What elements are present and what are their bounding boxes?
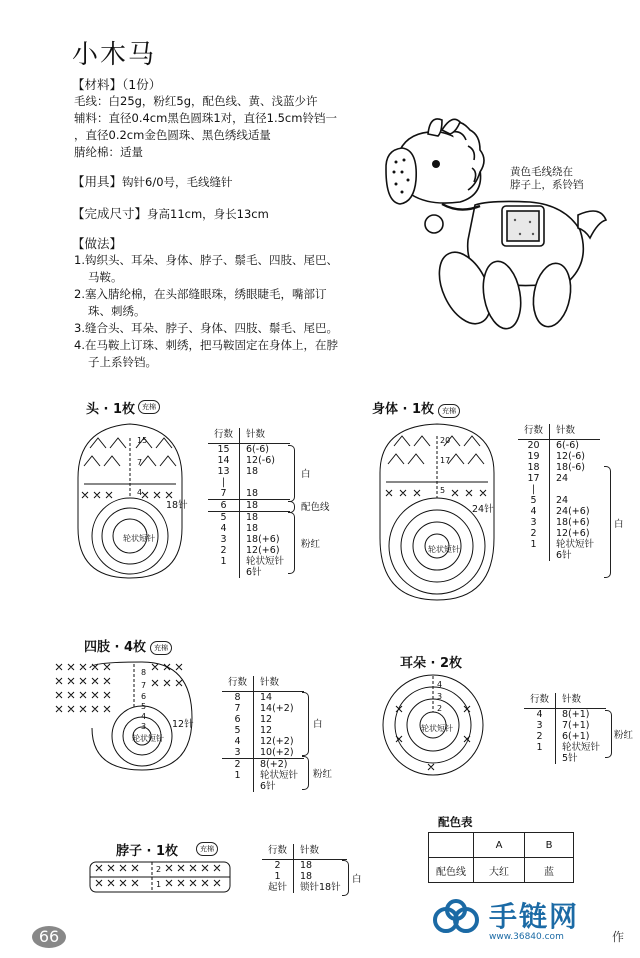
neck-brace-white (342, 860, 349, 896)
body-mark-5: 5 (440, 486, 446, 495)
table-row: 7 (208, 488, 240, 500)
ears-brace-pink (605, 710, 612, 758)
palette-table (428, 832, 574, 883)
limbs-center-label: 轮状短针 (132, 734, 164, 743)
body-mark-20: 20 (440, 436, 451, 445)
table-cell: 12(+6) (556, 528, 590, 539)
table-cell: 18(-6) (556, 462, 585, 473)
table-row: 18 (518, 462, 550, 473)
ears-label: 耳朵 · 2枚 (400, 656, 463, 671)
head-mark-7: 7 (137, 458, 143, 467)
ears-mark-2: 2 (437, 704, 443, 713)
table-row: 7 (222, 703, 254, 714)
palette-corner (429, 833, 474, 858)
neck-label: 脖子 · 1枚 (116, 844, 179, 859)
table-cell: 12(-6) (556, 451, 585, 462)
table-cell: 6针 (246, 567, 262, 578)
method-heading: 【做法】 (72, 236, 123, 251)
table-row: 6 (222, 714, 254, 725)
table-cell: 8(+1) (562, 709, 590, 720)
body-table-header-rows: 行数 (518, 424, 550, 440)
method-line-3: 2.塞入腈纶棉，在头部缝眼珠，绣眼睫毛，嘴部订 (74, 287, 327, 301)
limbs-stuffing-badge: 充棉 (150, 641, 172, 655)
method-line-1: 1.钩织头、耳朵、身体、脖子、鬃毛、四肢、尾巴、 (74, 253, 338, 267)
neck-mark-2: 2 (156, 865, 162, 874)
materials-line-4: 腈纶棉：适量 (74, 145, 143, 159)
palette-title: 配色表 (438, 815, 473, 829)
limbs-label: 四肢 · 4枚 (84, 640, 147, 655)
body-table (518, 424, 600, 561)
table-cell: 6针 (260, 781, 276, 792)
table-cell: 12 (260, 725, 273, 736)
table-cell: 12(+2) (260, 736, 294, 747)
materials-line-1: 毛线：白25g，粉红5g，配色线、黄、浅蓝少许 (74, 94, 318, 108)
tools-row (72, 173, 233, 191)
tools-heading: 【用具】 (72, 174, 123, 189)
materials-heading: 【材料】（1份） (72, 77, 162, 92)
table-cell: 轮状短针 (562, 742, 601, 753)
table-row: 5 (208, 512, 240, 524)
table-row: 起针 (262, 882, 294, 893)
head-mark-15: 15 (137, 436, 148, 445)
materials-line-2: 辅料：直径0.4cm黑色圆珠1对，直径1.5cm铃铛一 (74, 111, 337, 125)
materials-line-3: ，直径0.2cm金色圆珠、黑色绣线适量 (74, 128, 271, 142)
body-brace-white (604, 466, 611, 578)
table-row: 1 (524, 742, 556, 753)
table-cell: 5针 (562, 753, 578, 764)
head-label: 头 · 1枚 (86, 402, 136, 417)
limbs-brace-pink (302, 756, 309, 790)
table-row: 8 (222, 692, 254, 704)
head-mark-4: 4 (137, 488, 143, 497)
palette-val-b: 蓝 (525, 858, 574, 883)
body-mark-17: 17 (440, 456, 451, 465)
table-cell: 18 (246, 466, 259, 477)
limbs-mark-4: 4 (141, 712, 147, 721)
table-cell: 7(+1) (562, 720, 590, 731)
table-cell: 锁针18针 (300, 882, 341, 893)
table-row: 3 (518, 517, 550, 528)
watermark-url: www.36840.com (489, 932, 564, 942)
table-cell: 6(-6) (246, 444, 269, 455)
limbs-mark-3: 3 (141, 722, 147, 731)
table-row: 3 (524, 720, 556, 731)
table-cell: 12(-6) (246, 455, 275, 466)
table-row: 3 (208, 534, 240, 545)
method-line-4: 珠、刺绣。 (88, 304, 146, 318)
watermark-suffix: 作 (612, 930, 625, 944)
table-cell: 18(+6) (246, 534, 280, 545)
limbs-mark-6: 6 (141, 692, 147, 701)
neck-mark-1: 1 (156, 880, 162, 889)
table-row: 14 (208, 455, 240, 466)
ears-mark-3: 3 (437, 692, 443, 701)
table-cell: 轮状短针 (260, 770, 299, 781)
illustration-note-2: 脖子上，系铃铛 (510, 179, 584, 191)
table-cell: 14(+2) (260, 703, 294, 714)
body-label: 身体 · 1枚 (372, 402, 435, 417)
table-row: 1 (208, 556, 240, 567)
table-row: 17 (518, 473, 550, 484)
neck-table-header-rows: 行数 (262, 844, 294, 860)
table-cell: 18 (300, 860, 313, 871)
head-brace-white (288, 445, 295, 502)
table-row (524, 753, 556, 764)
table-cell: 18 (246, 500, 259, 511)
size-row (72, 205, 269, 223)
limbs-mark-7: 7 (141, 681, 147, 690)
size-text: 身高11cm，身长13cm (147, 207, 269, 221)
table-cell: 12 (260, 714, 273, 725)
table-row: 5 (518, 495, 550, 506)
palette-val-a: 大红 (474, 858, 525, 883)
page-title: 小木马 (72, 40, 157, 70)
head-brace-label-pink: 粉红 (301, 539, 321, 550)
neck-stuffing-badge: 充棉 (196, 842, 218, 856)
limbs-brace-label-white: 白 (313, 719, 323, 730)
table-row: 15 (208, 444, 240, 456)
table-cell: 6针 (556, 550, 572, 561)
ears-brace-label-pink: 粉红 (614, 730, 634, 741)
table-cell: 6(+1) (562, 731, 590, 742)
palette-col-a: A (474, 833, 525, 858)
body-table-header-stitches: 针数 (550, 424, 601, 440)
head-brace-label-white: 白 (301, 469, 311, 480)
table-row: 3 (222, 747, 254, 759)
table-cell (550, 484, 601, 495)
body-side-label: 24针 (472, 504, 494, 515)
limbs-table-header-stitches: 针数 (254, 676, 305, 692)
table-cell: 轮状短针 (246, 556, 285, 567)
watermark-logo-icon (430, 896, 484, 946)
table-cell (240, 477, 291, 488)
table-row: 1 (518, 539, 550, 550)
ears-table-header-stitches: 针数 (556, 693, 607, 709)
ears-table-header-rows: 行数 (524, 693, 556, 709)
neck-table-header-stitches: 针数 (294, 844, 347, 860)
table-row: 19 (518, 451, 550, 462)
table-row: 2 (518, 528, 550, 539)
watermark-name: 手链网 (489, 900, 580, 933)
method-line-5: 3.缝合头、耳朵、脖子、身体、四肢、鬃毛、尾巴。 (74, 321, 338, 335)
ears-center-label: 轮状短针 (421, 724, 453, 733)
limbs-brace-label-pink: 粉红 (313, 769, 333, 780)
table-cell: 10(+2) (260, 747, 294, 758)
limbs-table (222, 676, 304, 792)
horse-illustration (380, 110, 620, 340)
method-line-2: 马鞍。 (88, 270, 123, 284)
limbs-brace-white (302, 692, 309, 756)
table-row (518, 550, 550, 561)
table-row: 2 (208, 545, 240, 556)
table-row: 13 (208, 466, 240, 477)
table-cell: 24(+6) (556, 506, 590, 517)
palette-row-label: 配色线 (429, 858, 474, 883)
table-row: 5 (222, 725, 254, 736)
table-cell: 24 (556, 473, 569, 484)
table-row: 2 (262, 860, 294, 872)
limbs-mark-8: 8 (141, 668, 147, 677)
table-row (208, 567, 240, 578)
table-row: 4 (524, 709, 556, 721)
head-stuffing-badge: 充棉 (138, 400, 160, 414)
body-center-label: 轮状短针 (428, 545, 460, 554)
head-brace-label-color: 配色线 (301, 502, 330, 513)
table-cell: 轮状短针 (556, 539, 595, 550)
head-brace-pink (288, 512, 295, 574)
palette-col-b: B (525, 833, 574, 858)
tools-text: 钩针6/0号，毛线缝针 (122, 175, 233, 189)
table-row: 2 (222, 759, 254, 771)
head-side-label: 18针 (166, 500, 188, 511)
table-cell: 18 (246, 512, 259, 523)
head-center-label: 轮状短针 (123, 534, 155, 543)
method-line-7: 子上系铃铛。 (88, 355, 157, 369)
body-stuffing-badge: 充棉 (438, 404, 460, 418)
table-row: 1 (262, 871, 294, 882)
table-row: 2 (524, 731, 556, 742)
illustration-note-1: 黄色毛线绕在 (510, 166, 573, 178)
table-cell: 14 (260, 692, 273, 703)
table-cell: 18 (246, 523, 259, 534)
neck-brace-label-white: 白 (352, 874, 362, 885)
body-brace-label-white: 白 (614, 519, 624, 530)
table-row (222, 781, 254, 792)
table-cell: 6(-6) (556, 440, 579, 451)
table-row: 4 (518, 506, 550, 517)
limbs-mark-5: 5 (141, 702, 147, 711)
table-cell: 12(+6) (246, 545, 280, 556)
table-row: 1 (222, 770, 254, 781)
head-table-header-stitches: 针数 (240, 428, 291, 444)
table-cell: 18 (300, 871, 313, 882)
table-row: 4 (208, 523, 240, 534)
table-cell: 18(+6) (556, 517, 590, 528)
neck-table (262, 844, 347, 893)
table-row: 4 (222, 736, 254, 747)
ears-table (524, 693, 606, 764)
table-row: 20 (518, 440, 550, 452)
table-cell: 18 (246, 488, 259, 499)
table-row: | (518, 484, 550, 495)
ears-mark-4: 4 (437, 680, 443, 689)
size-heading: 【完成尺寸】 (72, 206, 148, 221)
limbs-table-header-rows: 行数 (222, 676, 254, 692)
table-row: 6 (208, 500, 240, 512)
head-table-header-rows: 行数 (208, 428, 240, 444)
table-cell: 8(+2) (260, 759, 288, 770)
head-table (208, 428, 290, 578)
table-row: | (208, 477, 240, 488)
page-number: 66 (32, 926, 66, 948)
method-line-6: 4.在马鞍上订珠、刺绣，把马鞍固定在身体上，在脖 (74, 338, 338, 352)
table-cell: 24 (556, 495, 569, 506)
limbs-side-label: 12针 (172, 719, 194, 730)
